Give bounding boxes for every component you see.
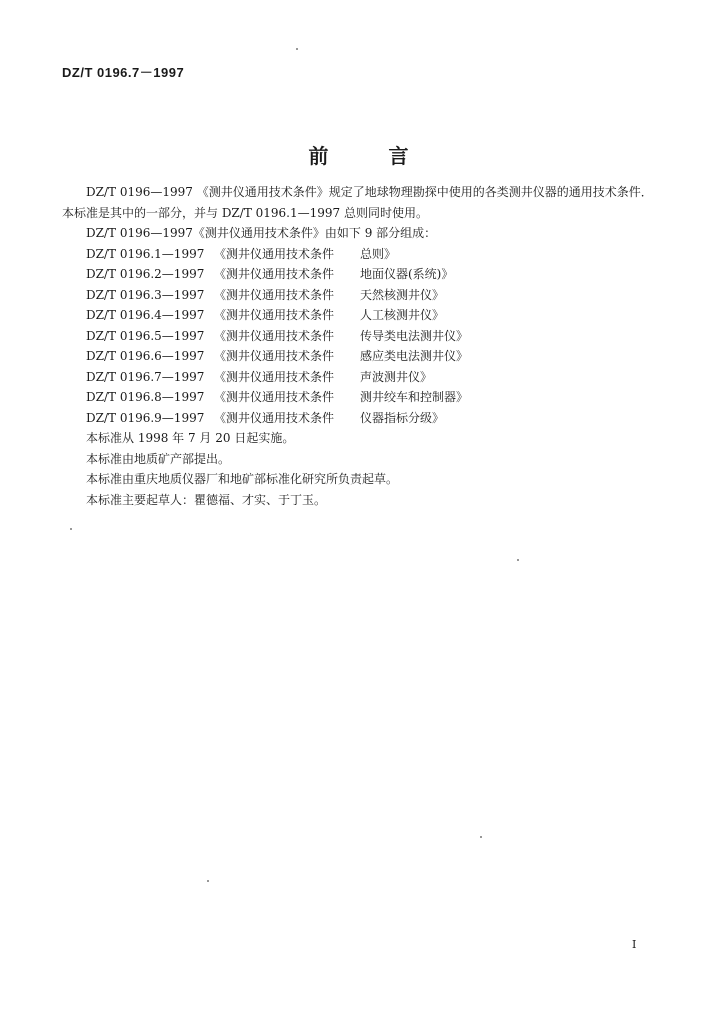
scan-speck (480, 836, 482, 838)
list-item (62, 387, 662, 408)
part-subtitle: 仪器指标分级》 (360, 410, 445, 425)
part-title: 《测井仪通用技术条件 (214, 328, 335, 343)
part-subtitle: 地面仪器(系统)》 (360, 267, 454, 281)
scan-speck (296, 48, 298, 50)
list-item (62, 244, 662, 265)
scan-speck (70, 528, 72, 530)
list-item (62, 367, 662, 388)
part-code: DZ/T 0196.1—1997 (86, 246, 205, 261)
part-title: 《测井仪通用技术条件 (214, 246, 335, 261)
parts-intro: DZ/T 0196—1997《测井仪通用技术条件》由如下 9 部分组成： (86, 226, 437, 240)
document-code: DZ/T 0196.7－1997 (62, 65, 185, 80)
part-subtitle: 测井绞车和控制器》 (360, 390, 469, 404)
parts-list (62, 244, 662, 429)
part-code: DZ/T 0196.3—1997 (86, 287, 205, 302)
page-number: I (632, 938, 637, 951)
part-title: 《测井仪通用技术条件 (214, 369, 335, 384)
part-subtitle: 总则》 (360, 246, 397, 261)
part-title: 《测井仪通用技术条件 (214, 267, 335, 281)
scan-speck (207, 880, 209, 882)
proposed-by-note: 本标准由地质矿产部提出。 (86, 451, 231, 466)
page-title: 前言 (308, 144, 469, 168)
part-title: 《测井仪通用技术条件 (214, 308, 335, 322)
part-subtitle: 人工核测井仪》 (360, 308, 445, 322)
scan-speck (517, 559, 519, 561)
part-code: DZ/T 0196.4—1997 (86, 308, 205, 322)
part-title: 《测井仪通用技术条件 (214, 410, 335, 425)
part-code: DZ/T 0196.7—1997 (86, 369, 205, 384)
part-subtitle: 声波测井仪》 (360, 369, 433, 384)
part-subtitle: 天然核测井仪》 (360, 287, 445, 302)
list-item (62, 408, 662, 429)
effective-date-note: 本标准从 1998 年 7 月 20 日起实施。 (86, 431, 295, 445)
part-title: 《测井仪通用技术条件 (214, 287, 335, 302)
part-code: DZ/T 0196.2—1997 (86, 267, 205, 281)
part-title: 《测井仪通用技术条件 (214, 390, 335, 404)
list-item (62, 285, 662, 306)
part-subtitle: 感应类电法测井仪》 (360, 349, 469, 363)
list-item (62, 305, 662, 326)
list-item (62, 264, 662, 285)
part-code: DZ/T 0196.6—1997 (86, 349, 205, 363)
part-code: DZ/T 0196.9—1997 (86, 410, 205, 425)
part-code: DZ/T 0196.8—1997 (86, 390, 205, 404)
list-item (62, 326, 662, 347)
drafters-note: 本标准主要起草人：瞿德福、才实、于丁玉。 (86, 492, 327, 507)
part-title: 《测井仪通用技术条件 (214, 349, 335, 363)
intro-paragraph: DZ/T 0196—1997 《测井仪通用技术条件》规定了地球物理勘探中使用的各类测井仪器的通用技术条件．本标准是其中的一部分，并与 DZ/T 0196.1—1997 总则同时使用。 (62, 185, 653, 220)
list-item (62, 346, 662, 367)
part-code: DZ/T 0196.5—1997 (86, 328, 205, 343)
drafted-by-note: 本标准由重庆地质仪器厂和地矿部标准化研究所负责起草。 (86, 472, 399, 486)
part-subtitle: 传导类电法测井仪》 (360, 328, 469, 343)
foreword-body (62, 182, 662, 510)
